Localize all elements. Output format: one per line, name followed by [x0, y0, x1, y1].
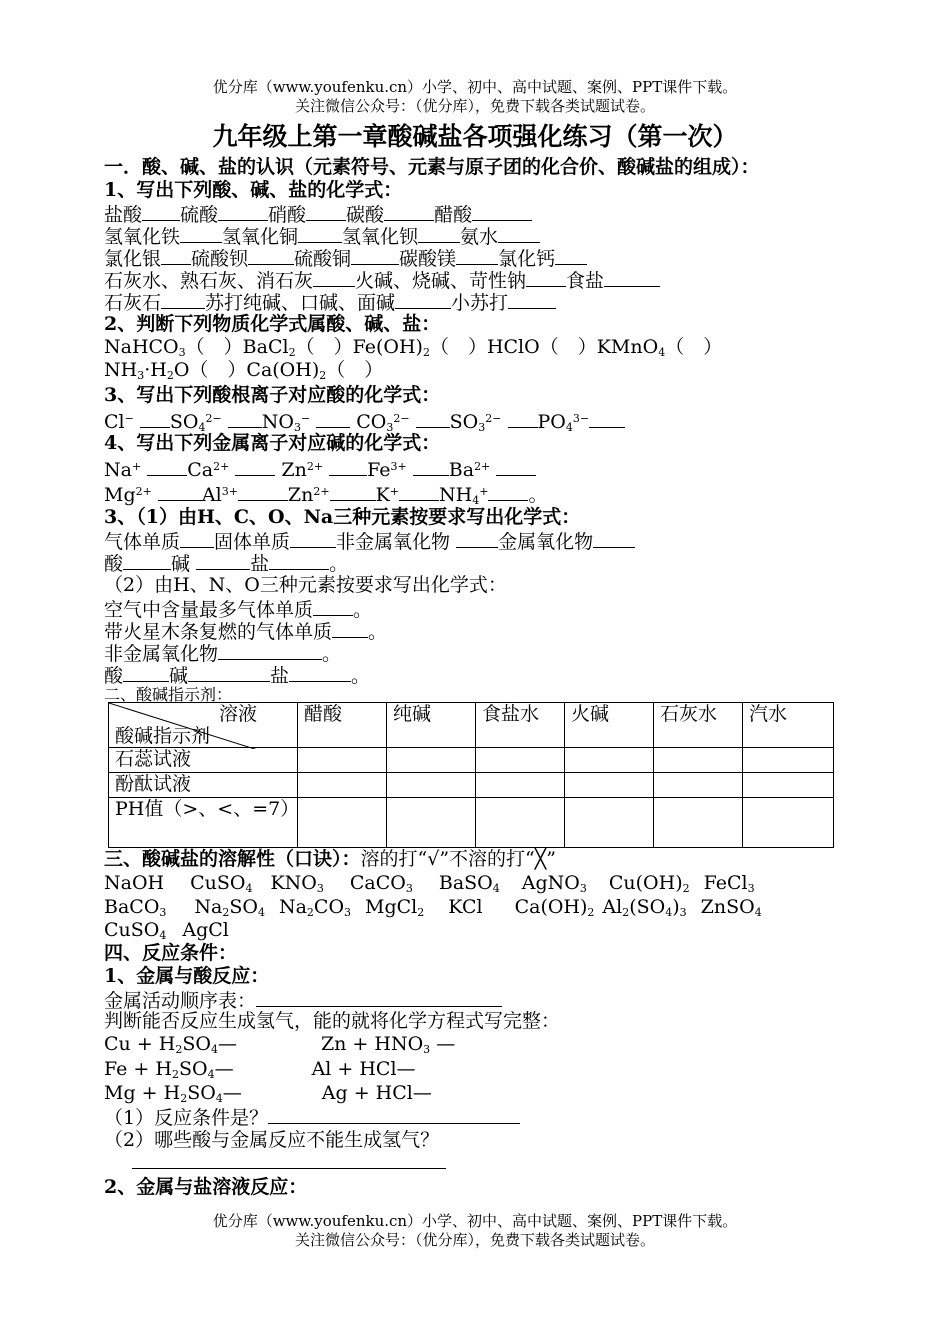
corner-bottom-label: 酸碱指示剂 — [115, 725, 211, 747]
col-header: 食盐水 — [476, 703, 565, 748]
which-acids-answer-line[interactable] — [132, 1150, 446, 1174]
answer-cell[interactable] — [298, 798, 387, 848]
footer-line-2: 关注微信公众号：（优分库），免费下载各类试题试卷。 — [294, 1231, 655, 1249]
answer-cell[interactable] — [387, 748, 476, 773]
question-1-5b: （2）由H、N、O三种元素按要求写出化学式： — [104, 574, 507, 596]
answer-cell[interactable] — [387, 798, 476, 848]
solubility-row-3: CuSO$_4$ AgCl — [104, 919, 229, 942]
judge-instruction: 判断能否反应生成氢气，能的就将化学方程式写完整： — [104, 1010, 561, 1032]
answer-cell[interactable] — [565, 798, 654, 848]
answer-cell[interactable] — [654, 748, 743, 773]
answer-cell[interactable] — [743, 748, 834, 773]
answer-cell[interactable] — [654, 773, 743, 798]
answer-cell[interactable] — [298, 773, 387, 798]
answer-cell[interactable] — [743, 798, 834, 848]
indicator-table — [108, 702, 834, 848]
section-2-heading: 二、酸碱指示剂： — [104, 685, 233, 704]
metal-ion-row-1: Na+ $Ca^{2+}$ $Zn^{2+}$ $Fe^{3+}$ $Ba^{2+}$ — [104, 456, 536, 481]
section-3-heading-row — [104, 848, 556, 870]
answer-cell[interactable] — [476, 773, 565, 798]
solubility-row-1: NaOH CuSO$_4$ $KNO_3$ CaCO$_3$ BaSO$_4$ AgNO$_3$ $Cu(OH)_2$ FeCl$_3$ — [104, 872, 755, 895]
hno-row-1: 空气中含量最多气体单质 。 — [104, 599, 373, 621]
question-1-1: 1、写出下列酸、碱、盐的化学式： — [104, 179, 403, 201]
hcona-row-1: 气体单质 固体单质 非金属氧化物 金属氧化物 — [104, 529, 635, 553]
corner-cell — [109, 703, 298, 748]
col-header: 纯碱 — [387, 703, 476, 748]
hno-row-4: 酸 碱 盐 。 — [104, 665, 371, 687]
equation-row-1: $Cu + H_2SO_4—$ $Zn + HNO_3$ — — [104, 1033, 456, 1056]
header-line-2: 关注微信公众号：（优分库），免费下载各类试题试卷。 — [294, 97, 655, 115]
answer-cell[interactable] — [387, 773, 476, 798]
solubility-row-2: BaCO$_3$ $Na_2SO_4$ $Na_2CO_3$ MgCl$_2$ KCl $Ca(OH)_2$ $Al_2(SO_4)_3$ ZnSO$_4$ — [104, 896, 762, 919]
row-common-names-1: 石灰水、熟石灰、消石灰 火碱、烧碱、苛性钠 食盐 — [104, 268, 660, 292]
footer-line-1: 优分库（www.youfenku.cn）小学、初中、高中试题、案例、PPT课件下载。 — [212, 1212, 738, 1230]
question-4-1: 1、金属与酸反应： — [104, 965, 270, 987]
question-1-4: 4、写出下列金属离子对应碱的化学式： — [104, 432, 441, 454]
answer-cell[interactable] — [476, 748, 565, 773]
section-3-heading: 三、酸碱盐的溶解性（口诀）： — [104, 848, 361, 870]
row-acids: 盐酸 硫酸 硝酸 碳酸 醋酸 — [104, 202, 532, 226]
row-header: 酚酞试液 — [109, 773, 298, 798]
row-common-names-2: 石灰石 苏打纯碱、口碱、面碱 小苏打 — [104, 290, 556, 314]
question-4-2: 2、金属与盐溶液反应： — [104, 1176, 308, 1198]
classify-row-2: $NH_3\cdot H_2O$（ ）$Ca(OH)_2$（ ） — [104, 359, 384, 382]
section-1-heading: 一．酸、碱、盐的认识（元素符号、元素与原子团的化合价、酸碱盐的组成）： — [104, 156, 760, 178]
question-1-2: 2、判断下列物质化学式属酸、碱、盐： — [104, 313, 441, 335]
activity-series-row: 金属活动顺序表： — [104, 988, 502, 1012]
row-salts: 氯化银 硫酸钡 硫酸铜 碳酸镁 氯化钙 — [104, 246, 587, 270]
classify-row-1: NaHCO$_3$（ ）BaCl$_2$（ ）$Fe(OH)_2$（ ）HClO（ ）KMnO$_4$（ ） — [104, 336, 723, 359]
hno-row-2: 带火星木条复燃的气体单质 。 — [104, 621, 388, 643]
section-3-instruction: 溶的打“√”不溶的打“╳” — [360, 848, 556, 870]
col-header: 石灰水 — [654, 703, 743, 748]
hcona-row-2: 酸 碱 盐 。 — [104, 553, 349, 575]
which-acids-question: （2）哪些酸与金属反应不能生成氢气？ — [104, 1129, 440, 1151]
col-header: 汽水 — [743, 703, 834, 748]
question-1-5: 3、（1）由H、C、O、Na三种元素按要求写出化学式： — [104, 506, 581, 528]
condition-question: （1）反应条件是？ — [104, 1105, 520, 1129]
corner-top-label: 溶液 — [219, 703, 258, 725]
question-1-3: 3、写出下列酸根离子对应酸的化学式： — [104, 384, 441, 406]
equation-row-3: $Mg + H_2SO_4—$ Ag + HCl— — [104, 1082, 432, 1105]
answer-cell[interactable] — [298, 748, 387, 773]
section-4-heading: 四、反应条件： — [104, 942, 238, 964]
row-bases: 氢氧化铁 氢氧化铜 氢氧化钡 氨水 — [104, 224, 540, 248]
answer-cell[interactable] — [565, 773, 654, 798]
metal-ion-row-2: $Mg^{2+}$ $Al^{3+}$ $Zn^{2+}$ K+ $NH_4^+$ 。 — [104, 484, 548, 507]
row-header: PH值（>、<、=7） — [109, 798, 298, 848]
col-header: 醋酸 — [298, 703, 387, 748]
answer-cell[interactable] — [654, 798, 743, 848]
answer-cell[interactable] — [743, 773, 834, 798]
equation-row-2: $Fe + H_2SO_4—$ Al + HCl— — [104, 1058, 416, 1081]
col-header: 火碱 — [565, 703, 654, 748]
answer-cell[interactable] — [476, 798, 565, 848]
hno-row-3: 非金属氧化物 。 — [104, 643, 342, 665]
acid-radical-row: Cl− $SO_4^{2-}$ $NO_3^-$ $CO_3^{2-}$ $SO_3^{2-}$ $PO_4^{3-}$ — [104, 408, 625, 439]
page-title: 九年级上第一章酸碱盐各项强化练习（第一次） — [212, 122, 738, 151]
answer-cell[interactable] — [565, 748, 654, 773]
row-header: 石蕊试液 — [109, 748, 298, 773]
header-line-1: 优分库（www.youfenku.cn）小学、初中、高中试题、案例、PPT课件下载。 — [212, 78, 738, 96]
diagonal-line — [109, 703, 299, 749]
